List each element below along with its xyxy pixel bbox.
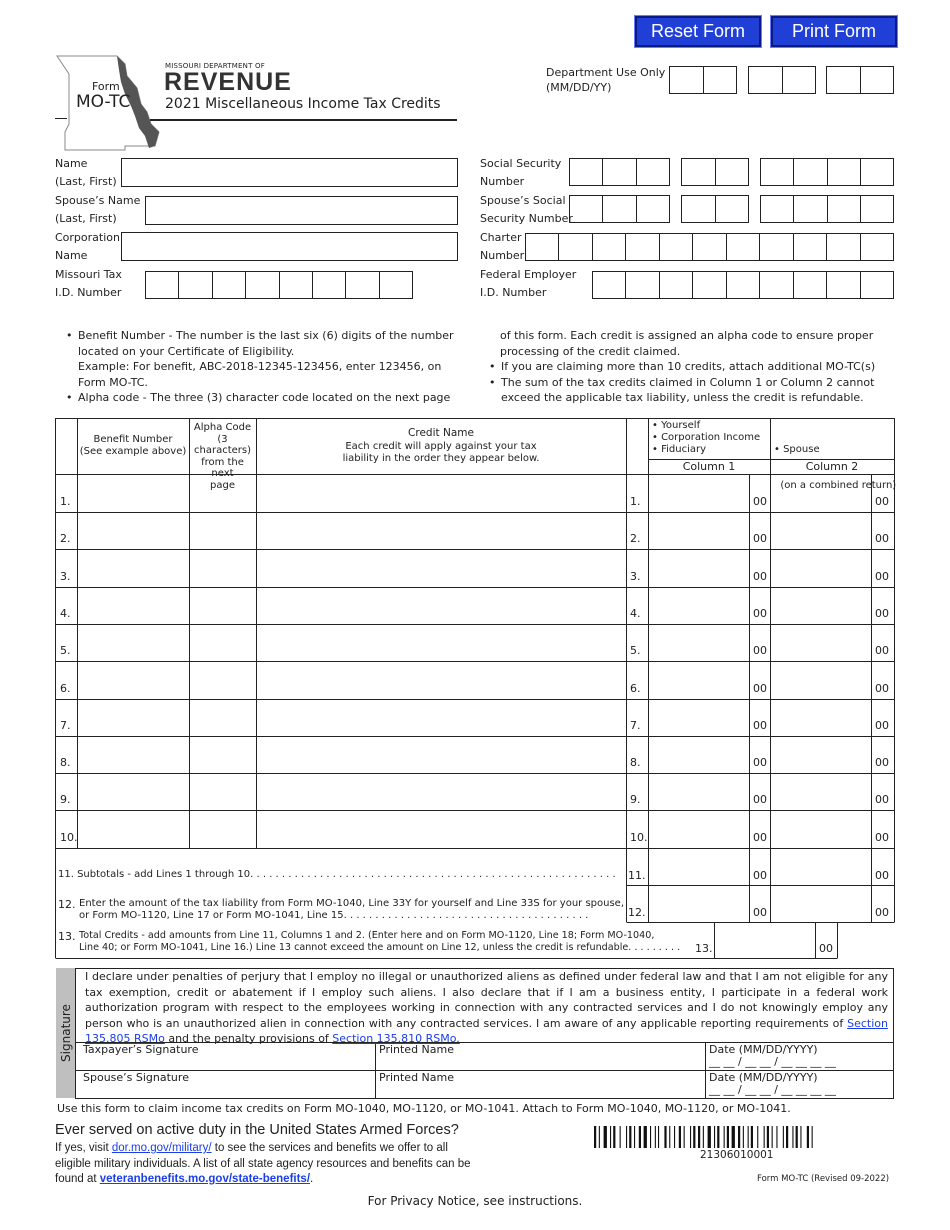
instruction-more-credits: • If you are claiming more than 10 credits, attach additional MO-TC(s) [489,359,895,375]
taxpayer-signature-label: Taxpayer’s Signature [83,1043,199,1056]
taxpayer-date-input[interactable]: __ __ / __ __ / __ __ __ __ [709,1055,836,1068]
row-col1-cents: 00 [753,607,767,620]
row-col2-cents: 00 [875,644,889,657]
veteran-benefits-link[interactable]: veteranbenefits.mo.gov/state-benefits/ [99,1173,311,1185]
form-word: Form [92,80,120,93]
line-13-cents: 00 [819,942,833,955]
row-col1-cents: 00 [753,644,767,657]
privacy-notice: For Privacy Notice, see instructions. [367,1194,583,1208]
row-number-left: 10. [60,831,78,844]
benefit-number-header: Benefit Number (See example above) [79,434,187,457]
row-number-left: 2. [60,532,71,545]
line-12-text: Enter the amount of the tax liability from Form MO-1040, Line 33Y for yourself and Line 33S for your spouse, or Form MO-1120, Line 17 or Form MO-1041, Line 15. . . . . . . . . . . . . . . . . . . . . . . . . . . . . . . . . . . . . . . [79,898,624,921]
print-form-button[interactable]: Print Form [771,16,897,47]
instruction-alpha-code: • Alpha code - The three (3) character code located on the next page [66,390,458,406]
column-2-label: Column 2 [805,460,859,473]
instruction-benefit-number: • Benefit Number - The number is the last six (6) digits of the number located on your Certificate of Eligibility. [66,328,458,359]
line-13-number: 13. [695,942,713,955]
use-note: Use this form to claim income tax credits on Form MO-1040, MO-1120, or MO-1041. Attach to Form MO-1040, MO-1120, or MO-1041. [57,1102,791,1115]
spouse-ssn-label: Spouse’s Social Security Number [480,194,573,225]
line-12-col2-cents: 00 [875,906,889,919]
instruction-sum-limit: • The sum of the tax credits claimed in Column 1 or Column 2 cannot exceed the applicable tax liability, unless the credit is refundable. [489,375,895,406]
row-col1-cents: 00 [753,719,767,732]
row-number-right: 2. [630,532,641,545]
line-11-text: 11. Subtotals - add Lines 1 through 10. . . . . . . . . . . . . . . . . . . . . . . . . . . . . . . . . . . . . . . . . . . . . . . . . . . . . . . . . . [58,869,616,880]
row-col2-cents: 00 [875,793,889,806]
row-number-right: 10. [630,831,648,844]
col2-header-items: • Spouse (on a combined return) [774,444,897,491]
spouse-name-label: Spouse’s Name (Last, First) [55,194,141,225]
row-number-left: 5. [60,644,71,657]
name-label: Name (Last, First) [55,157,117,188]
line-13-number-left: 13. [58,930,76,943]
row-number-left: 9. [60,793,71,806]
form-id: MO-TC [76,92,131,112]
instructions-right-cont: of this form. Each credit is assigned an alpha code to ensure proper processing of the credit claimed. [500,329,874,358]
ssn-label: Social Security Number [480,157,562,188]
military-link[interactable]: dor.mo.gov/military/ [111,1142,212,1154]
column-1-label: Column 1 [682,460,736,473]
spouse-date-label: Date (MM/DD/YYYY) [709,1071,818,1084]
row-col1-cents: 00 [753,682,767,695]
section-135-810-link[interactable]: Section 135.810 RSMo. [332,1032,460,1045]
dept-small-label: MISSOURI DEPARTMENT OF [165,62,265,70]
perjury-declaration: I declare under penalties of perjury that I employ no illegal or unauthorized aliens as defined under federal law and that I am not eligible for any tax exemption, credit or abatement if I employ such aliens. I also declare that if I am a business entity, I participate in a federal work authorization program with respect to the employees working in connection with any contracted services and I do not knowingly employ any person who is an unauthorized alien in connection with any contracted services. I am aware of any applicable reporting requirements of Section 135.805 RSMo and the penalty provisions of Section 135.810 RSMo. [85,970,888,1045]
military-text: If yes, visit dor.mo.gov/military/ to see the services and benefits we offer to all eligible military individuals. A list of all state agency resources and benefits can be found at veteranbenefits.mo.gov/state-benefits/. [55,1142,471,1185]
row-number-right: 1. [630,495,641,508]
credit-name-header-sub: Each credit will apply against your tax liability in the order they appear below. [342,441,540,464]
barcode-icon [594,1126,890,1148]
signature-side-label: Signature [56,968,75,1098]
row-number-right: 7. [630,719,641,732]
row-number-right: 8. [630,756,641,769]
row-number-right: 3. [630,570,641,583]
row-number-right: 6. [630,682,641,695]
mo-tax-id-label: Missouri Tax I.D. Number [55,268,122,299]
row-col2-cents: 00 [875,756,889,769]
row-number-left: 1. [60,495,71,508]
row-number-left: 6. [60,682,71,695]
row-col2-cents: 00 [875,495,889,508]
line-11-number: 11. [628,869,646,882]
line-11-col1-cents: 00 [753,869,767,882]
row-col2-cents: 00 [875,532,889,545]
row-col1-cents: 00 [753,495,767,508]
corporation-name-label: Corporation Name [55,231,120,262]
line-11-col2-cents: 00 [875,869,889,882]
fein-label: Federal Employer I.D. Number [480,268,577,299]
row-number-right: 9. [630,793,641,806]
spouse-signature-label: Spouse’s Signature [83,1071,189,1084]
row-col2-cents: 00 [875,570,889,583]
row-number-left: 3. [60,570,71,583]
row-col1-cents: 00 [753,793,767,806]
revised-label: Form MO-TC (Revised 09-2022) [757,1174,890,1184]
charter-number-label: Charter Number [480,231,525,262]
section-135-805-link[interactable]: Section 135.805 RSMo [85,1016,888,1045]
row-col1-cents: 00 [753,756,767,769]
row-col2-cents: 00 [875,719,889,732]
form-title: 2021 Miscellaneous Income Tax Credits [165,96,441,112]
dept-use-label: Department Use Only (MM/DD/YY) [546,66,666,94]
row-col2-cents: 00 [875,607,889,620]
row-col1-cents: 00 [753,831,767,844]
alpha-code-header: Alpha Code (3 characters) from the next page [193,422,252,491]
row-number-right: 5. [630,644,641,657]
barcode-number: 21306010001 [700,1149,774,1161]
line-12-number: 12. [628,906,646,919]
row-number-left: 7. [60,719,71,732]
row-col1-cents: 00 [753,570,767,583]
spouse-printed-name-label: Printed Name [379,1071,455,1084]
row-col2-cents: 00 [875,682,889,695]
row-number-right: 4. [630,607,641,620]
credit-name-header-title: Credit Name [408,427,474,439]
military-title: Ever served on active duty in the United States Armed Forces? [55,1122,459,1138]
instruction-example: Example: For benefit, ABC-2018-12345-123456, enter 123456, on Form MO-TC. [78,360,442,389]
row-col2-cents: 00 [875,831,889,844]
taxpayer-printed-name-label: Printed Name [379,1043,455,1056]
line-13-text: Total Credits - add amounts from Line 11, Columns 1 and 2. (Enter here and on Form MO-1120, Line 18; Form MO-1040, Line 40; or Form MO-1041, Line 16.) Line 13 cannot exceed the amount on Line 12, unless the credit is refundable. . . . . . . . . [79,930,681,953]
dept-logo-text: REVENUE [164,68,292,96]
line-12-col1-cents: 00 [753,906,767,919]
line-12-number-left: 12. [58,898,76,911]
col1-header-items: • Yourself • Corporation Income • Fiduciary [652,420,761,455]
reset-form-button[interactable]: Reset Form [635,16,761,47]
row-number-left: 8. [60,756,71,769]
row-number-left: 4. [60,607,71,620]
taxpayer-date-label: Date (MM/DD/YYYY) [709,1043,818,1056]
row-col1-cents: 00 [753,532,767,545]
spouse-date-input[interactable]: __ __ / __ __ / __ __ __ __ [709,1083,836,1096]
